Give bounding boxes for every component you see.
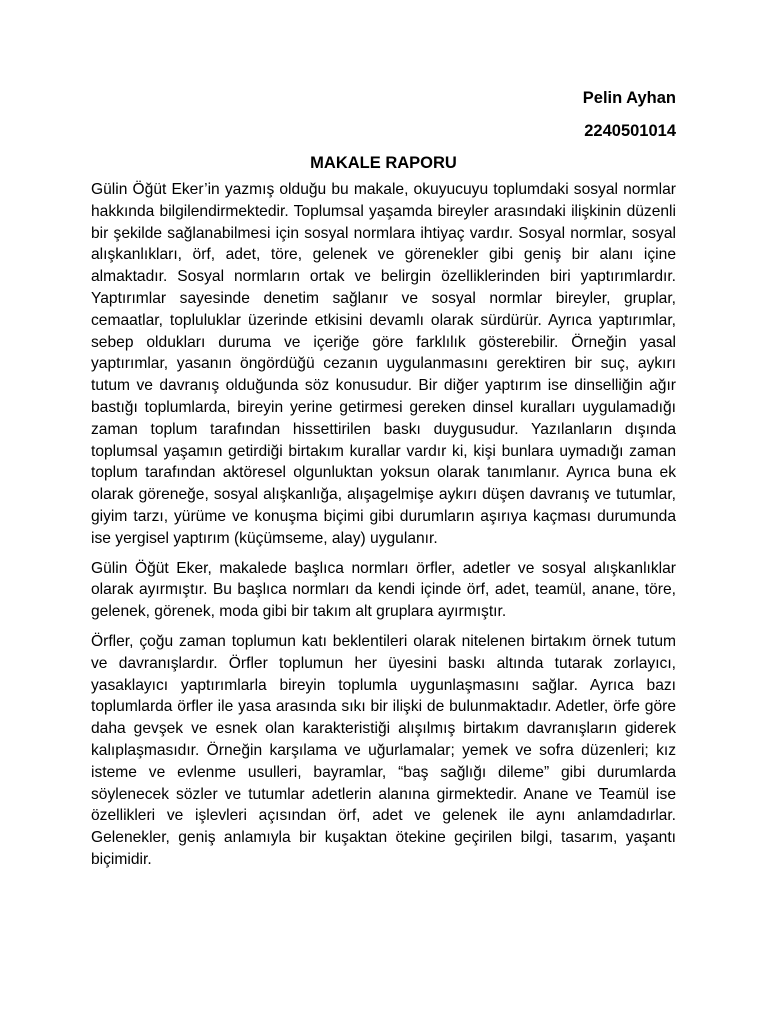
author-name: Pelin Ayhan — [582, 89, 676, 107]
report-title: MAKALE RAPORU — [310, 154, 457, 172]
body-paragraph: Gülin Öğüt Eker, makalede başlıca normları örfler, adetler ve sosyal alışkanlıklar olarak ayırmıştır. Bu başlıca normları da kendi içinde örf, adet, teamül, anane, töre, gelenek, görenek, moda gibi bir takım alt gruplara ayırmıştır. — [91, 559, 676, 621]
document-page — [91, 86, 676, 871]
body-paragraph: Örfler, çoğu zaman toplumun katı beklentileri olarak nitelenen birtakım örnek tutum ve davranışlardır. Örfler toplumun her üyesini baskı altında tutarak zorlayıcı, yasaklayıcı yaptırımlarla bireyin toplumla uygunlaşmasını sağlar. Ayrıca bazı toplumlarda örfler ile yasa arasında sıkı bir ilişki de bulunmaktadır. Adetler, örfe göre daha gevşek ve esnek olan karakteristiği alışılmış birtakım davranışların giderek kalıplaşmasıdır. Örneğin karşılama ve uğurlamalar; yemek ve sofra düzenleri; kız isteme ve evlenme usulleri, bayramlar, “baş sağlığı dileme” gibi durumlarda söylenecek sözler ve tutumlar adetlerin alanına girmektedir. Anane ve Teamül ise özellikleri ve işlevleri açısından örf, adet ve gelenek ile aynı anlamdadırlar. Gelenekler, geniş anlamıyla bir kuşaktan ötekine geçirilen bilgi, tasarım, yaşantı biçimidir. — [91, 632, 676, 868]
student-number: 2240501014 — [584, 122, 676, 140]
body-paragraph: Gülin Öğüt Eker’in yazmış olduğu bu makale, okuyucuyu toplumdaki sosyal normlar hakkında bilgilendirmektedir. Toplumsal yaşamda bireyler arasındaki ilişkinin düzenli bir şekilde sağlanabilmesi için sosyal normlara ihtiyaç vardır. Sosyal normlar, sosyal alışkanlıkları, örf, adet, töre, gelenek ve görenekler gibi geniş bir alanı içine almaktadır. Sosyal normların ortak ve belirgin özelliklerinden biri yaptırımlardır. Yaptırımlar sayesinde denetim sağlanır ve sosyal normlar bireyler, gruplar, cemaatlar, topluluklar üzerinde etkisini devamlı olarak sürdürür. Ayrıca yaptırımlar, sebep oldukları duruma ve içeriğe göre farklılık gösterebilir. Örneğin yasal yaptırımlar, yasanın öngördüğü cezanın uygulanmasını gerektiren bir suç, aykırı tutum ve davranış olduğunda söz konusudur. Bir diğer yaptırım ise dinselliğin ağır bastığı toplumlarda, bireyin yerine getirmesi gereken dinsel kuralları uygulamadığı zaman toplum tarafından hissettirilen baskı duygusudur. Yazılanların dışında toplumsal yaşamın getirdiği birtakım kurallar vardır ki, kişi bunlara uymadığı zaman toplum tarafından aktöresel olgunluktan yoksun olarak tanımlanır. Ayrıca buna ek olarak göreneğe, sosyal alışkanlığa, alışagelmişe aykırı düşen davranış ve tutumlar, giyim tarzı, yürüme ve konuşma biçimi gibi durumların aşırıya kaçması durumunda ise yergisel yaptırım (küçümseme, alay) uygulanır. — [91, 181, 676, 547]
